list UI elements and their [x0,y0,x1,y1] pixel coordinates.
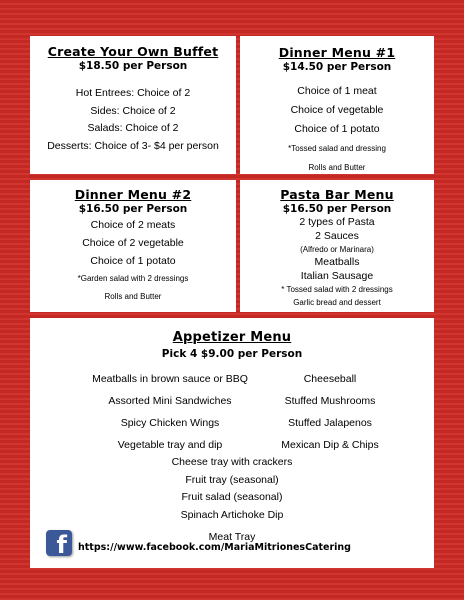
dinner2-note: *Garden salad with 2 dressings [77,274,189,283]
dinner2-item: Choice of 2 meats [90,219,176,231]
appetizer-item: Mexican Dip & Chips [281,439,379,451]
dinner1-item: Choice of 1 meat [297,85,377,97]
dinner2-price: $16.50 per Person [78,203,188,215]
pasta-sauce-note: (Alfredo or Marinara) [300,245,374,254]
appetizer-item: Stuffed Jalapenos [288,417,372,429]
appetizer-item: Cheese tray with crackers [171,456,293,468]
dinner1-item: Choice of 1 potato [294,123,380,135]
buffet-item: Desserts: Choice of 3- $4 per person [47,139,219,152]
pasta-item: 2 Sauces [315,229,359,242]
pasta-title: Pasta Bar Menu [280,187,394,202]
buffet-price: $18.50 per Person [78,60,188,72]
pasta-price: $16.50 per Person [282,203,392,215]
dinner1-note: Rolls and Butter [308,163,366,172]
facebook-link[interactable]: https://www.facebook.com/MariaMitrionesCatering [78,542,351,553]
buffet-panel [30,36,236,174]
appetizer-list [30,454,434,524]
pasta-item: Meatballs [314,256,360,268]
appetizer-row [75,368,395,390]
pasta-note: * Tossed salad with 2 dressings [281,285,393,294]
buffet-item: Sides: Choice of 2 [90,104,176,117]
appetizer-title: Appetizer Menu [172,330,292,345]
appetizer-item: Assorted Mini Sandwiches [108,395,232,407]
appetizer-row [75,412,395,434]
pasta-note: Garlic bread and dessert [293,298,381,307]
pasta-panel [240,180,434,312]
dinner2-note: Rolls and Butter [104,292,162,301]
appetizer-grid [75,368,395,456]
appetizer-panel [30,318,434,568]
pasta-item: Italian Sausage [300,269,374,282]
appetizer-item: Stuffed Mushrooms [284,395,376,407]
dinner2-panel [30,180,236,312]
dinner1-panel [240,36,434,174]
appetizer-item: Meat Tray [208,531,256,543]
appetizer-row [75,390,395,412]
buffet-title: Create Your Own Buffet [47,44,219,59]
appetizer-row [75,434,395,456]
appetizer-item: Cheeseball [303,373,357,385]
facebook-icon[interactable]: f [46,530,72,556]
appetizer-item: Spinach Artichoke Dip [180,508,284,521]
appetizer-item: Spicy Chicken Wings [120,417,220,429]
buffet-item: Salads: Choice of 2 [87,122,179,134]
dinner2-item: Choice of 1 potato [90,255,176,267]
dinner2-title: Dinner Menu #2 [74,187,192,202]
dinner1-item: Choice of vegetable [290,104,384,116]
buffet-item: Hot Entrees: Choice of 2 [75,87,191,99]
dinner1-title: Dinner Menu #1 [278,45,396,60]
appetizer-item: Meatballs in brown sauce or BBQ [92,373,248,385]
appetizer-price: Pick 4 $9.00 per Person [161,348,303,360]
dinner2-item: Choice of 2 vegetable [82,237,184,249]
dinner1-note: *Tossed salad and dressing [288,144,386,153]
appetizer-item: Fruit tray (seasonal) [185,473,279,486]
appetizer-item: Fruit salad (seasonal) [181,491,283,503]
pasta-item: 2 types of Pasta [299,216,375,228]
dinner1-price: $14.50 per Person [282,61,392,73]
appetizer-item: Vegetable tray and dip [117,439,223,451]
